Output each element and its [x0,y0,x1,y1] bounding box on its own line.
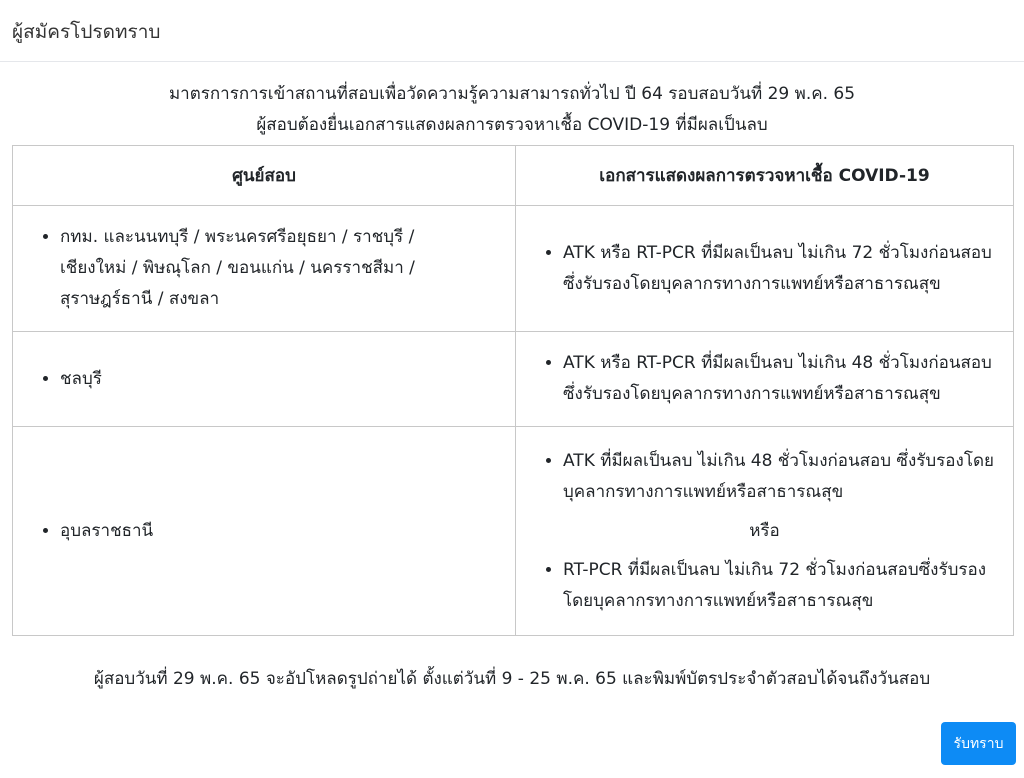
modal-title: ผู้สมัครโปรดทราบ [12,21,161,43]
table-row [13,427,1014,636]
exam-center-item: • ชลบุรี [60,364,514,395]
upload-period-note: ผู้สอบวันที่ 29 พ.ค. 65 จะอัปโหลดรูปถ่ายได้ ตั้งแต่วันที่ 9 - 25 พ.ค. 65 และพิมพ์บัตรประจำตัวสอบได้จนถึงวันสอบ [93,669,931,689]
exam-center-cell [13,427,516,636]
header-covid-document: เอกสารแสดงผลการตรวจหาเชื้อ COVID-19 [516,146,1014,206]
exam-center-cell [13,206,516,332]
exam-center-cell [13,332,516,427]
table-header-row [13,146,1014,206]
document-cell [516,427,1014,636]
covid-document-table [12,145,1014,636]
document-cell [516,206,1014,332]
intro-line-2: ผู้สอบต้องยื่นเอกสารแสดงผลการตรวจหาเชื้อ COVID-19 ที่มีผลเป็นลบ [256,115,768,135]
document-requirement: • ATK หรือ RT-PCR ที่มีผลเป็นลบ ไม่เกิน 72 ชั่วโมงก่อนสอบ ซึ่งรับรองโดยบุคลากรทางการแพทย์หรือสาธารณสุข [563,238,1012,300]
header-exam-center: ศูนย์สอบ [13,146,516,206]
document-requirement: • RT-PCR ที่มีผลเป็นลบ ไม่เกิน 72 ชั่วโมงก่อนสอบซึ่งรับรองโดยบุคลากรทางการแพทย์หรือสาธารณสุข [563,555,1012,617]
exam-center-item: • กทม. และนนทบุรี / พระนครศรีอยุธยา / ราชบุรี / เชียงใหม่ / พิษณุโลก / ขอนแก่น / นครราชสีมา / สุราษฎร์ธานี / สงขลา [60,222,454,315]
acknowledge-button[interactable]: รับทราบ [941,722,1016,765]
document-requirement: • ATK ที่มีผลเป็นลบ ไม่เกิน 48 ชั่วโมงก่อนสอบ ซึ่งรับรองโดยบุคลากรทางการแพทย์หรือสาธารณสุข [563,446,1012,508]
document-cell [516,332,1014,427]
table-row [13,332,1014,427]
table-row [13,206,1014,332]
intro-text [0,79,1024,141]
document-requirement: • ATK หรือ RT-PCR ที่มีผลเป็นลบ ไม่เกิน 48 ชั่วโมงก่อนสอบ ซึ่งรับรองโดยบุคลากรทางการแพทย์หรือสาธารณสุข [563,348,1012,410]
exam-center-item: • อุบลราชธานี [60,516,514,547]
intro-line-1: มาตรการการเข้าสถานที่สอบเพื่อวัดความรู้ความสามารถทั่วไป ปี 64 รอบสอบวันที่ 29 พ.ค. 65 [168,84,856,104]
modal-header [0,0,1024,62]
or-separator: หรือ [749,520,780,541]
